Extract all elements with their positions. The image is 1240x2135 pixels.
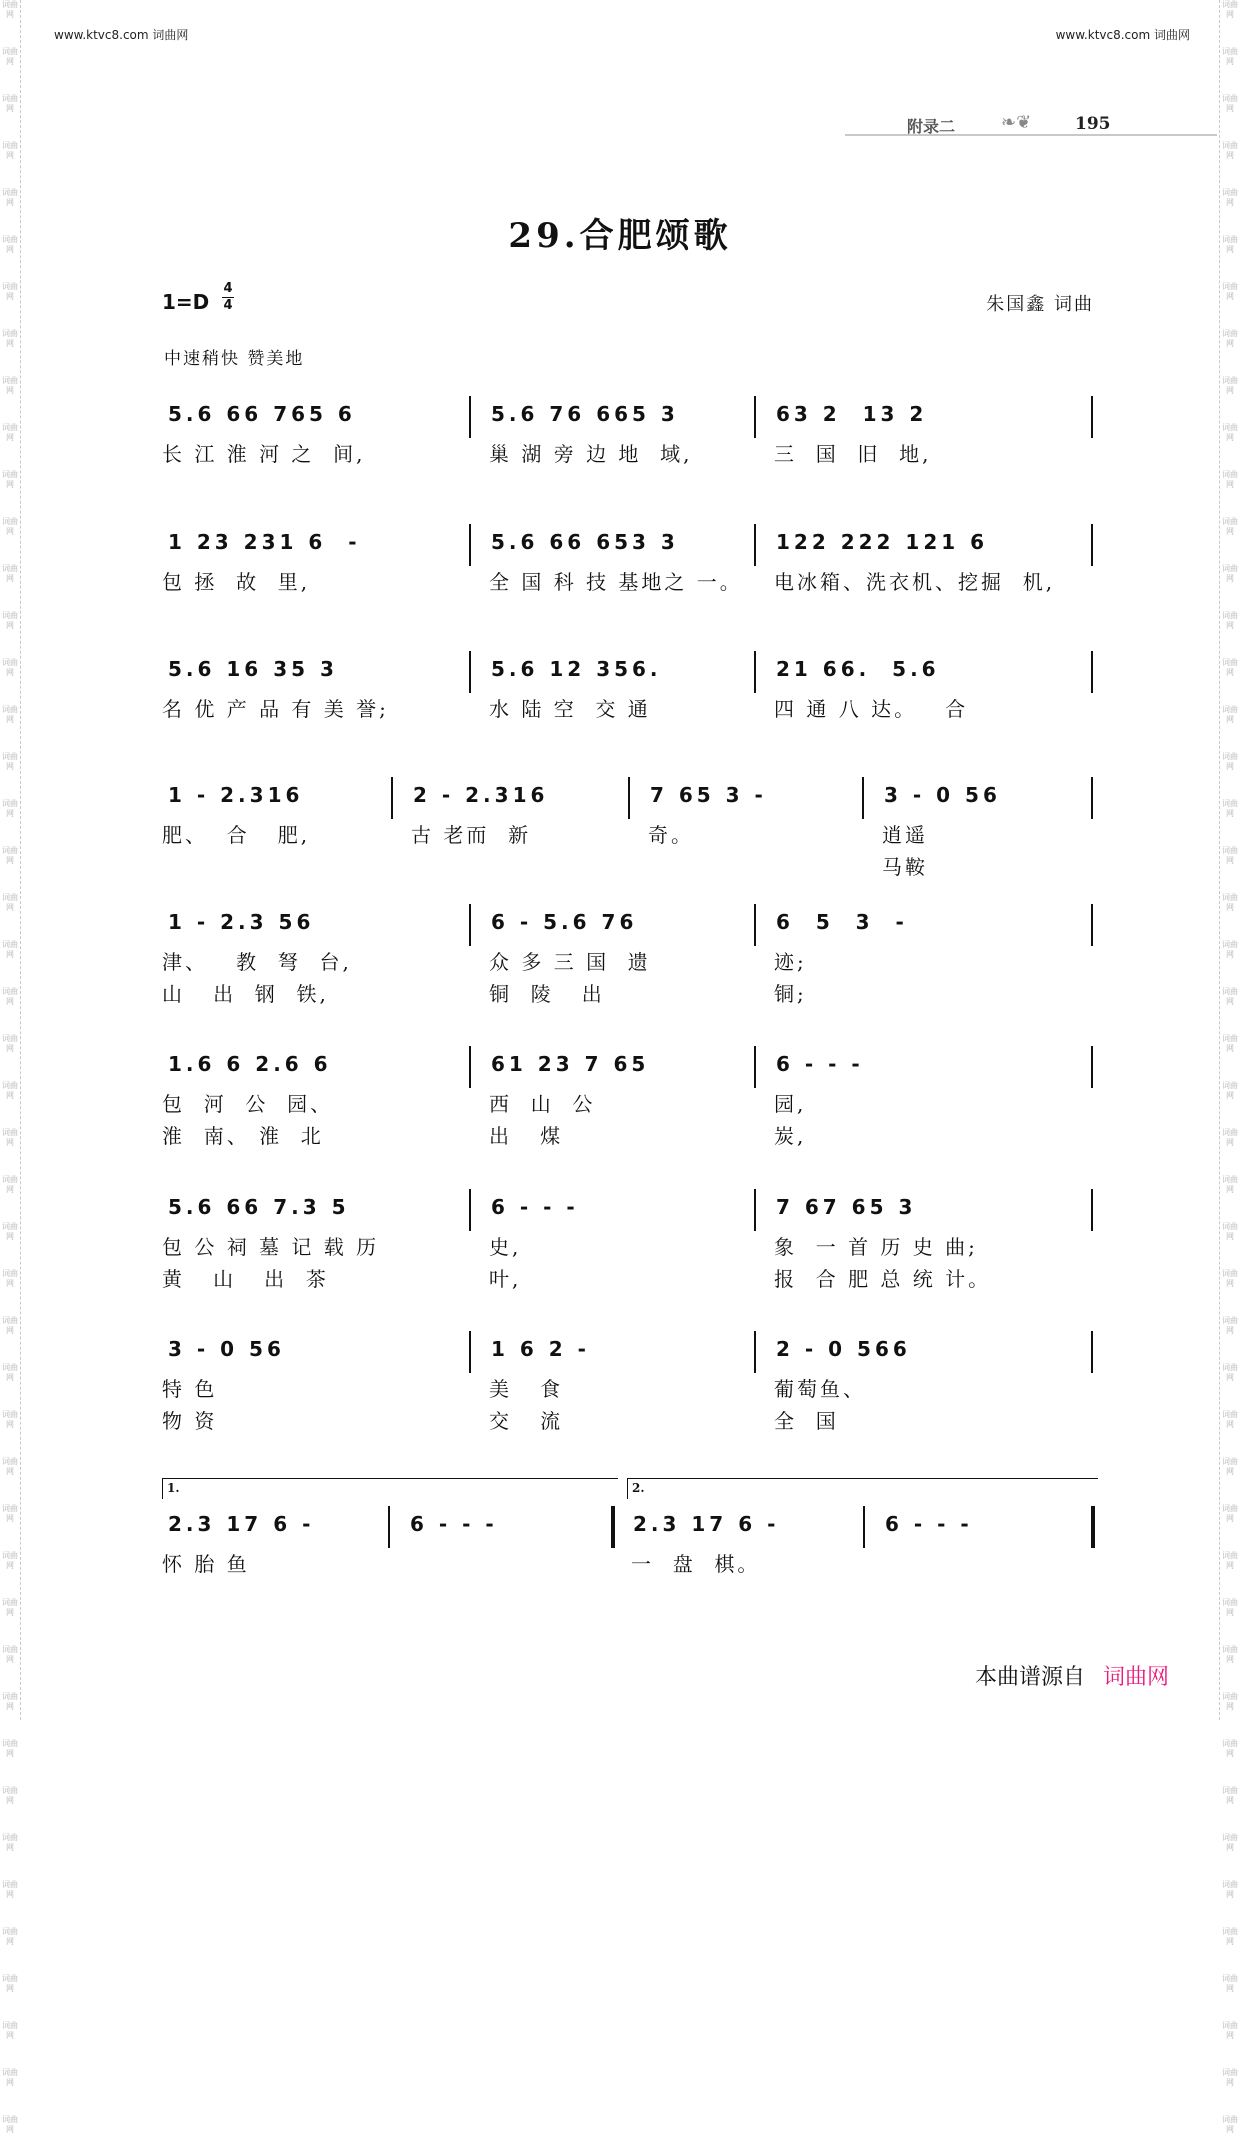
- measure-notes: 6 - - -: [776, 1052, 864, 1076]
- margin-mark: 词曲网: [2, 0, 18, 19]
- lyric-line: 包 拯 故 里,: [162, 570, 311, 594]
- barline: [1091, 1046, 1093, 1088]
- measure-notes: 5.6 66 7.3 5: [168, 1195, 350, 1219]
- margin-mark: 词曲网: [1222, 1598, 1238, 1617]
- composer-credit: 朱国鑫 词曲: [986, 294, 1094, 315]
- barline: [388, 1506, 390, 1548]
- measure-notes: 5.6 66 765 6: [168, 402, 356, 426]
- barline: [469, 1331, 471, 1373]
- lyric-line: 炭,: [774, 1124, 807, 1148]
- lyric-line: 全 国: [774, 1409, 839, 1433]
- margin-mark: 词曲网: [1222, 799, 1238, 818]
- measure-notes: 6 - - -: [491, 1195, 579, 1219]
- barline: [1091, 904, 1093, 946]
- margin-mark: 词曲网: [2, 1692, 18, 1711]
- lyric-line: 电冰箱、洗衣机、挖掘 机,: [774, 570, 1056, 594]
- margin-mark: 词曲网: [2, 1081, 18, 1100]
- margin-mark: 词曲网: [2, 1786, 18, 1805]
- margin-mark: 词曲网: [1222, 940, 1238, 959]
- page-header: [845, 108, 1217, 140]
- margin-mark: 词曲网: [2, 1269, 18, 1288]
- margin-mark: 词曲网: [2, 329, 18, 348]
- measure-notes: 2 - 0 566: [776, 1337, 911, 1361]
- margin-mark: 词曲网: [1222, 517, 1238, 536]
- margin-mark: 词曲网: [1222, 2115, 1238, 2134]
- barline: [1091, 1331, 1093, 1373]
- lyric-line: 出 煤: [489, 1124, 564, 1148]
- measure-notes: 1 6 2 -: [491, 1337, 590, 1361]
- section-title: 附录二: [907, 117, 956, 136]
- barline: [1091, 1506, 1095, 1548]
- lyric-line: 逍遥: [882, 823, 928, 847]
- barline: [754, 904, 756, 946]
- measure-notes: 5.6 12 356.: [491, 657, 662, 681]
- lyric-line: 马鞍: [882, 855, 928, 879]
- margin-mark: 词曲网: [1222, 2021, 1238, 2040]
- barline: [391, 777, 393, 819]
- margin-mark: 词曲网: [1222, 1927, 1238, 1946]
- lyric-line: 包 公 祠 墓 记 载 历: [162, 1235, 380, 1259]
- song-title: 29.合肥颂歌: [508, 216, 732, 256]
- margin-mark: 词曲网: [2, 1927, 18, 1946]
- margin-mark: 词曲网: [1222, 1739, 1238, 1758]
- measure-notes: 1.6 6 2.6 6: [168, 1052, 332, 1076]
- barline: [469, 524, 471, 566]
- measure-notes: 7 67 65 3: [776, 1195, 917, 1219]
- margin-mark: 词曲网: [1222, 1222, 1238, 1241]
- source-brand[interactable]: 词曲网: [1103, 1665, 1170, 1690]
- site-watermark-right[interactable]: www.ktvc8.com 词曲网: [1055, 28, 1190, 42]
- margin-mark: 词曲网: [1222, 47, 1238, 66]
- margin-mark: 词曲网: [2, 987, 18, 1006]
- margin-mark: 词曲网: [1222, 611, 1238, 630]
- margin-mark: 词曲网: [2, 799, 18, 818]
- lyric-line: 西 山 公: [489, 1092, 596, 1116]
- margin-mark: 词曲网: [2, 2021, 18, 2040]
- right-margin-watermark: [1219, 0, 1240, 2134]
- lyric-line: 巢 湖 旁 边 地 域,: [489, 442, 693, 466]
- lyric-line: 物 资: [162, 1409, 218, 1433]
- margin-mark: 词曲网: [1222, 376, 1238, 395]
- margin-mark: 词曲网: [1222, 1269, 1238, 1288]
- margin-mark: 词曲网: [1222, 1316, 1238, 1335]
- margin-mark: 词曲网: [2, 423, 18, 442]
- margin-mark: 词曲网: [2, 1598, 18, 1617]
- barline: [754, 1189, 756, 1231]
- barline: [1091, 651, 1093, 693]
- margin-mark: 词曲网: [1222, 141, 1238, 160]
- margin-mark: 词曲网: [2, 1551, 18, 1570]
- margin-mark: 词曲网: [1222, 1786, 1238, 1805]
- left-margin-watermark: [0, 0, 21, 2134]
- barline: [1091, 524, 1093, 566]
- lyric-line: 包 河 公 园、: [162, 1092, 334, 1116]
- barline: [1091, 396, 1093, 438]
- margin-mark: 词曲网: [1222, 470, 1238, 489]
- margin-mark: 词曲网: [1222, 94, 1238, 113]
- lyric-line: 交 流: [489, 1409, 564, 1433]
- lyric-line: 怀 胎 鱼: [162, 1552, 250, 1576]
- margin-mark: 词曲网: [1222, 188, 1238, 207]
- source-label: 本曲谱源自: [975, 1665, 1086, 1690]
- margin-mark: 词曲网: [1222, 1363, 1238, 1382]
- margin-mark: 词曲网: [2, 893, 18, 912]
- source-credit[interactable]: [975, 1660, 1169, 1691]
- margin-mark: 词曲网: [2, 2115, 18, 2134]
- key-signature: 1=D: [162, 290, 210, 314]
- lyric-line: 古 老而 新: [411, 823, 532, 847]
- volta-bracket: [162, 1478, 618, 1499]
- tempo-marking: 中速稍快 赞美地: [164, 349, 305, 369]
- margin-mark: 词曲网: [2, 1316, 18, 1335]
- barline: [469, 396, 471, 438]
- lyric-line: 美 食: [489, 1377, 564, 1401]
- barline: [469, 1046, 471, 1088]
- volta-bracket: [627, 1478, 1098, 1499]
- margin-mark: 词曲网: [2, 2068, 18, 2087]
- barline: [754, 524, 756, 566]
- ornament-icon: ❧❦: [1001, 112, 1032, 133]
- barline: [469, 904, 471, 946]
- volta-number: 2.: [632, 1481, 645, 1495]
- barline: [754, 1331, 756, 1373]
- margin-mark: 词曲网: [1222, 1128, 1238, 1147]
- margin-mark: 词曲网: [2, 1128, 18, 1147]
- measure-notes: 2.3 17 6 -: [168, 1512, 315, 1536]
- margin-mark: 词曲网: [1222, 1551, 1238, 1570]
- margin-mark: 词曲网: [1222, 846, 1238, 865]
- lyric-line: 津、 教 弩 台,: [162, 950, 352, 974]
- barline: [862, 777, 864, 819]
- margin-mark: 词曲网: [2, 1880, 18, 1899]
- lyric-line: 四 通 八 达。 合: [774, 697, 969, 721]
- measure-notes: 6 - - -: [885, 1512, 973, 1536]
- barline: [754, 651, 756, 693]
- margin-mark: 词曲网: [2, 752, 18, 771]
- margin-mark: 词曲网: [2, 1974, 18, 1993]
- measure-notes: 5.6 16 35 3: [168, 657, 338, 681]
- barline: [754, 1046, 756, 1088]
- measure-notes: 5.6 76 665 3: [491, 402, 679, 426]
- margin-mark: 词曲网: [1222, 1457, 1238, 1476]
- margin-mark: 词曲网: [2, 1833, 18, 1852]
- measure-notes: 5.6 66 653 3: [491, 530, 679, 554]
- margin-mark: 词曲网: [2, 658, 18, 677]
- measure-notes: 61 23 7 65: [491, 1052, 650, 1076]
- lyric-line: 长 江 淮 河 之 间,: [162, 442, 366, 466]
- time-signature: [222, 282, 234, 313]
- measure-notes: 3 - 0 56: [884, 783, 1001, 807]
- site-watermark-left[interactable]: www.ktvc8.com 词曲网: [54, 28, 189, 42]
- lyric-line: 淮 南、 淮 北: [162, 1124, 324, 1148]
- margin-mark: 词曲网: [2, 141, 18, 160]
- meter-bottom: 4: [223, 298, 233, 313]
- margin-mark: 词曲网: [2, 235, 18, 254]
- margin-mark: 词曲网: [1222, 564, 1238, 583]
- margin-mark: 词曲网: [2, 611, 18, 630]
- margin-mark: 词曲网: [2, 1504, 18, 1523]
- margin-mark: 词曲网: [2, 1457, 18, 1476]
- barline: [628, 777, 630, 819]
- lyric-line: 史,: [489, 1235, 522, 1259]
- margin-mark: 词曲网: [1222, 1974, 1238, 1993]
- measure-notes: 7 65 3 -: [650, 783, 767, 807]
- header-rule: [845, 134, 1217, 136]
- barline: [863, 1506, 865, 1548]
- lyric-line: 奇。: [648, 823, 694, 847]
- lyric-line: 铜;: [774, 982, 807, 1006]
- margin-mark: 词曲网: [1222, 1175, 1238, 1194]
- margin-mark: 词曲网: [1222, 658, 1238, 677]
- margin-mark: 词曲网: [1222, 235, 1238, 254]
- page-number: 195: [1075, 114, 1111, 134]
- lyric-line: 三 国 旧 地,: [774, 442, 932, 466]
- margin-mark: 词曲网: [1222, 1081, 1238, 1100]
- barline: [469, 651, 471, 693]
- meter-top: 4: [223, 281, 233, 296]
- margin-mark: 词曲网: [1222, 1034, 1238, 1053]
- margin-mark: 词曲网: [2, 1739, 18, 1758]
- measure-notes: 63 2 13 2: [776, 402, 928, 426]
- margin-mark: 词曲网: [2, 1410, 18, 1429]
- barline: [469, 1189, 471, 1231]
- measure-notes: 1 - 2.316: [168, 783, 304, 807]
- margin-mark: 词曲网: [2, 1363, 18, 1382]
- lyric-line: 葡萄鱼、: [774, 1377, 866, 1401]
- lyric-line: 水 陆 空 交 通: [489, 697, 651, 721]
- margin-mark: 词曲网: [1222, 1410, 1238, 1429]
- margin-mark: 词曲网: [2, 846, 18, 865]
- lyric-line: 肥、 合 肥,: [162, 823, 311, 847]
- lyric-line: 特 色: [162, 1377, 218, 1401]
- measure-notes: 6 - 5.6 76: [491, 910, 638, 934]
- measure-notes: 2.3 17 6 -: [633, 1512, 780, 1536]
- measure-notes: 1 23 231 6 -: [168, 530, 361, 554]
- lyric-line: 象 一 首 历 史 曲;: [774, 1235, 978, 1259]
- margin-mark: 词曲网: [2, 940, 18, 959]
- margin-mark: 词曲网: [2, 94, 18, 113]
- margin-mark: 词曲网: [1222, 752, 1238, 771]
- margin-mark: 词曲网: [1222, 705, 1238, 724]
- measure-notes: 1 - 2.3 56: [168, 910, 315, 934]
- margin-mark: 词曲网: [2, 1222, 18, 1241]
- margin-mark: 词曲网: [2, 282, 18, 301]
- lyric-line: 山 出 钢 铁,: [162, 982, 329, 1006]
- barline: [1091, 1189, 1093, 1231]
- barline: [1091, 777, 1093, 819]
- margin-mark: 词曲网: [1222, 893, 1238, 912]
- measure-notes: 21 66. 5.6: [776, 657, 940, 681]
- margin-mark: 词曲网: [1222, 423, 1238, 442]
- margin-mark: 词曲网: [1222, 1504, 1238, 1523]
- lyric-line: 全 国 科 技 基地之 一。: [489, 570, 743, 594]
- lyric-line: 名 优 产 品 有 美 誉;: [162, 697, 389, 721]
- margin-mark: 词曲网: [1222, 1880, 1238, 1899]
- margin-mark: 词曲网: [2, 517, 18, 536]
- margin-mark: 词曲网: [2, 1645, 18, 1664]
- margin-mark: 词曲网: [1222, 1692, 1238, 1711]
- margin-mark: 词曲网: [2, 1034, 18, 1053]
- margin-mark: 词曲网: [2, 564, 18, 583]
- margin-mark: 词曲网: [2, 188, 18, 207]
- margin-mark: 词曲网: [1222, 0, 1238, 19]
- lyric-line: 一 盘 棋。: [631, 1552, 761, 1576]
- margin-mark: 词曲网: [1222, 987, 1238, 1006]
- lyric-line: 铜 陵 出: [489, 982, 605, 1006]
- lyric-line: 迹;: [774, 950, 807, 974]
- margin-mark: 词曲网: [2, 1175, 18, 1194]
- lyric-line: 叶,: [489, 1267, 522, 1291]
- margin-mark: 词曲网: [2, 705, 18, 724]
- barline: [611, 1506, 615, 1548]
- margin-mark: 词曲网: [1222, 1833, 1238, 1852]
- measure-notes: 122 222 121 6: [776, 530, 989, 554]
- measure-notes: 6 - - -: [410, 1512, 498, 1536]
- margin-mark: 词曲网: [2, 470, 18, 489]
- volta-number: 1.: [167, 1481, 180, 1495]
- margin-mark: 词曲网: [2, 47, 18, 66]
- lyric-line: 园,: [774, 1092, 807, 1116]
- measure-notes: 3 - 0 56: [168, 1337, 285, 1361]
- margin-mark: 词曲网: [1222, 2068, 1238, 2087]
- margin-mark: 词曲网: [2, 376, 18, 395]
- lyric-line: 报 合 肥 总 统 计。: [774, 1267, 992, 1291]
- margin-mark: 词曲网: [1222, 282, 1238, 301]
- margin-mark: 词曲网: [1222, 329, 1238, 348]
- barline: [754, 396, 756, 438]
- lyric-line: 众 多 三 国 遗: [489, 950, 651, 974]
- margin-mark: 词曲网: [1222, 1645, 1238, 1664]
- measure-notes: 2 - 2.316: [413, 783, 549, 807]
- lyric-line: 黄 山 出 茶: [162, 1267, 329, 1291]
- measure-notes: 6 5 3 -: [776, 910, 908, 934]
